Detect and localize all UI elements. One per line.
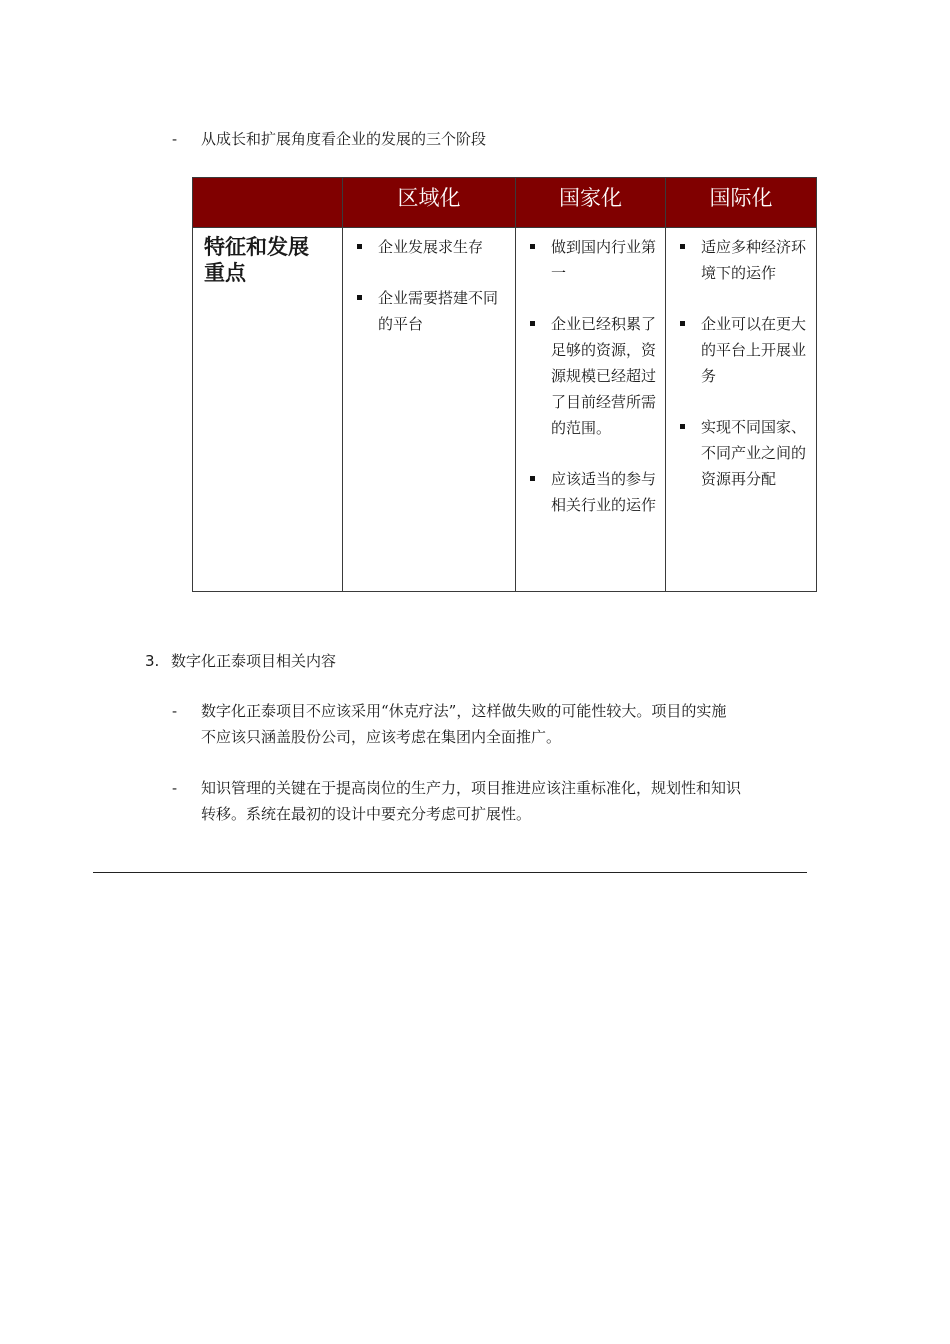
bullet-icon [530,476,535,481]
stages-table [192,177,817,592]
row-header [193,228,343,592]
text-line: 不应该只涵盖股份公司，应该考虑在集团内全面推广。 [201,728,562,746]
bullet-icon [530,244,535,249]
list-item: 企业已经积累了足够的资源，资源规模已经超过了目前经营所需的范围。 [524,311,657,441]
text-line: 数字化正泰项目不应该采用“休克疗法”，这样做失败的可能性较大。项目的实施 [201,702,727,720]
column-header-regional: 区域化 [343,178,516,228]
text-line: 知识管理的关键在于提高岗位的生产力，项目推进应该注重标准化，规划性和知识 [201,779,742,797]
column-header-national: 国家化 [516,178,666,228]
intro-text: 从成长和扩展角度看企业的发展的三个阶段 [201,130,487,148]
section-heading [145,648,336,674]
international-cell [666,228,817,592]
page-divider [93,872,807,873]
bullet-icon [357,295,362,300]
list-item: 企业需要搭建不同的平台 [351,285,507,337]
item-text [201,775,811,827]
column-header-international: 国际化 [666,178,817,228]
row-header-text: 特征和发展重点 [204,235,309,285]
item-text [201,698,811,750]
section-title: 数字化正泰项目相关内容 [171,652,337,670]
section-number: 3. [145,652,160,670]
list-item: 企业可以在更大的平台上开展业务 [674,311,808,389]
national-cell [516,228,666,592]
dash-marker: - [172,779,178,797]
regional-cell [343,228,516,592]
table-corner-cell [193,178,343,228]
bullet-icon [680,321,685,326]
table-header-row [193,178,817,228]
list-item: 企业发展求生存 [351,234,507,260]
bullet-icon [530,321,535,326]
text-line: 转移。系统在最初的设计中要充分考虑可扩展性。 [201,805,532,823]
dash-marker: - [172,130,178,148]
list-item: 实现不同国家、不同产业之间的资源再分配 [674,414,808,492]
table-row [193,228,817,592]
list-item: 做到国内行业第一 [524,234,657,286]
list-item: 适应多种经济环境下的运作 [674,234,808,286]
bullet-icon [680,424,685,429]
bullet-icon [680,244,685,249]
list-item: 应该适当的参与相关行业的运作 [524,466,657,518]
dash-marker: - [172,702,178,720]
bullet-icon [357,244,362,249]
